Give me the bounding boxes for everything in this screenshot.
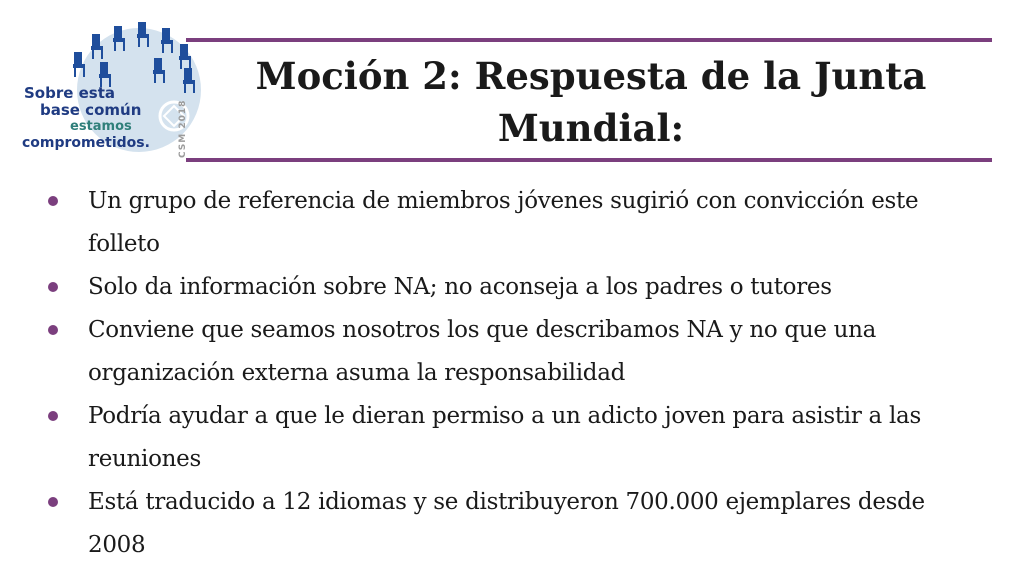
bullet-text: Podría ayudar a que le dieran permiso a un adicto joven para asistir a las reuniones xyxy=(88,403,921,472)
bullet-dot-icon xyxy=(48,196,58,206)
bullet-dot-icon xyxy=(48,282,58,292)
csm-logo xyxy=(14,12,214,167)
bullet-text: Un grupo de referencia de miembros jóvenes sugirió con convicción este folleto xyxy=(88,188,919,257)
bullet-item xyxy=(46,266,986,309)
logo-line-3: estamos xyxy=(70,119,132,134)
bullet-text: Está traducido a 12 idiomas y se distribuyeron 700.000 ejemplares desde 2008 xyxy=(88,489,925,558)
bullet-dot-icon xyxy=(48,497,58,507)
title-rule-top xyxy=(186,38,992,42)
bullet-item xyxy=(46,481,986,567)
logo-line-4: comprometidos. xyxy=(22,135,150,151)
title-rule-bottom xyxy=(186,158,992,162)
bullet-item xyxy=(46,395,986,481)
bullet-dot-icon xyxy=(48,411,58,421)
logo-vertical-text: CSM 2018 xyxy=(178,99,188,158)
bullet-list xyxy=(46,180,986,567)
bullet-item xyxy=(46,180,986,266)
bullet-item xyxy=(46,309,986,395)
logo-line-2: base común xyxy=(40,101,142,119)
slide-title: Moción 2: Respuesta de la Junta Mundial: xyxy=(255,54,927,150)
logo-line-1: Sobre esta xyxy=(24,84,116,102)
bullet-text: Conviene que seamos nosotros los que describamos NA y no que una organización externa asuma la responsabilidad xyxy=(88,317,877,386)
bullet-text: Solo da información sobre NA; no aconseja a los padres o tutores xyxy=(88,274,832,300)
bullet-dot-icon xyxy=(48,325,58,335)
